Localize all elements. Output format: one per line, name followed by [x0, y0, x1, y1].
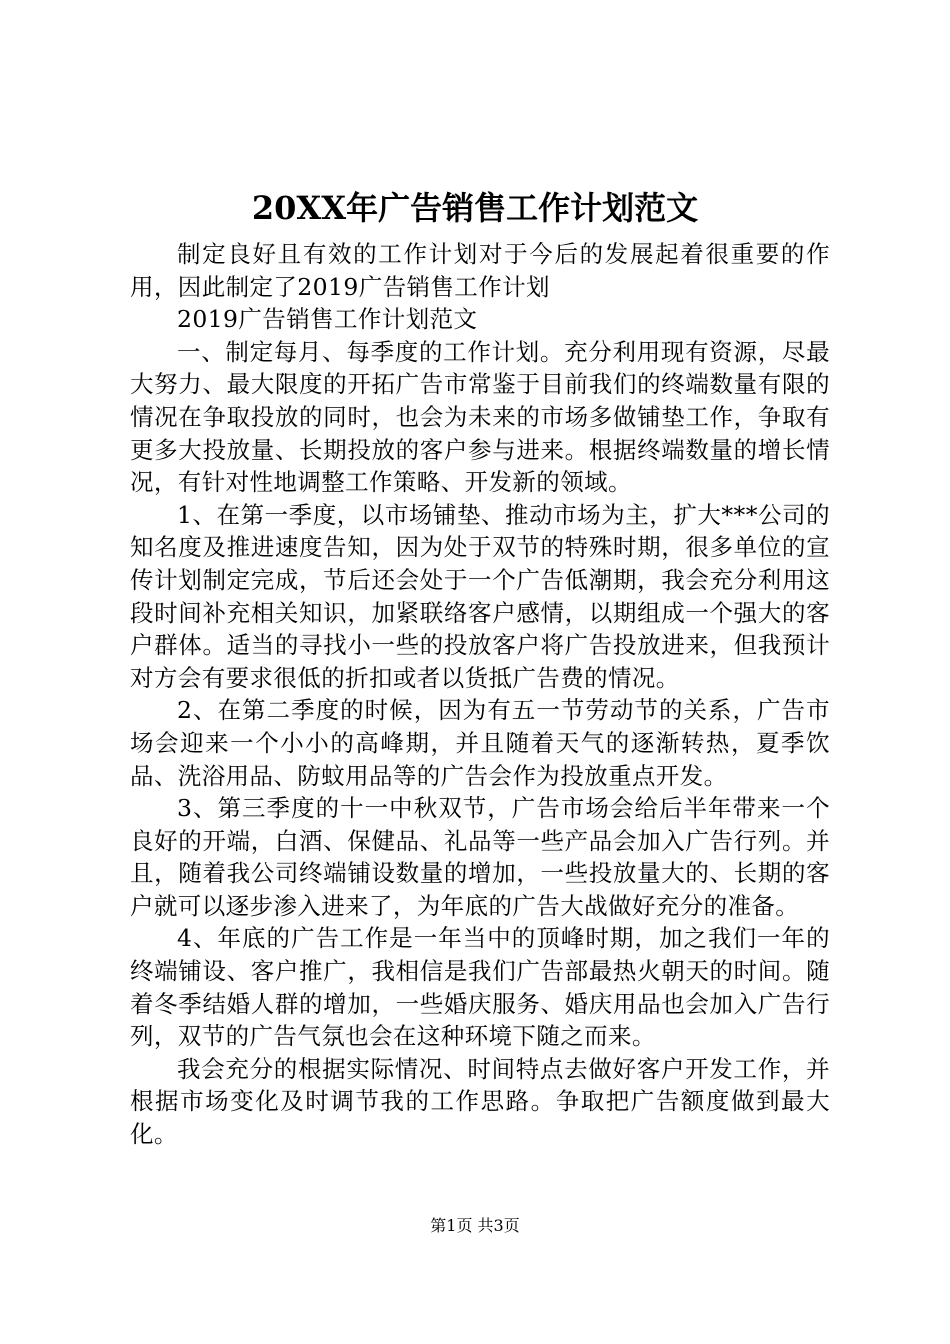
- section-one-paragraph: 一、制定每月、每季度的工作计划。充分利用现有资源，尽最大努力、最大限度的开拓广告市常鉴于目前我们的终端数量有限的情况在争取投放的同时，也会为未来的市场多做铺垫工作，争取有更多大投放量、长期投放的客户参与进来。根据终端数量的增长情况，有针对性地调整工作策略、开发新的领域。: [130, 337, 830, 497]
- quarter-two-paragraph: 2、在第二季度的时候，因为有五一节劳动节的关系，广告市场会迎来一个小小的高峰期，并且随着天气的逐渐转热，夏季饮品、洗浴用品、防蚊用品等的广告会作为投放重点开发。: [130, 696, 830, 790]
- document-body: [130, 238, 830, 1151]
- quarter-four-paragraph: 4、年底的广告工作是一年当中的顶峰时期，加之我们一年的终端铺设、客户推广，我相信是我们广告部最热火朝天的时间。随着冬季结婚人群的增加，一些婚庆服务、婚庆用品也会加入广告行列，双节的广告气氛也会在这种环境下随之而来。: [130, 924, 830, 1051]
- quarter-three-paragraph: 3、第三季度的十一中秋双节，广告市场会给后半年带来一个良好的开端，白酒、保健品、礼品等一些产品会加入广告行列。并且，随着我公司终端铺设数量的增加，一些投放量大的、长期的客户就可以逐步渗入进来了，为年底的广告大战做好充分的准备。: [130, 794, 830, 920]
- intro-paragraph: 制定良好且有效的工作计划对于今后的发展起着很重要的作用，因此制定了2019广告销售工作计划: [130, 240, 830, 301]
- subtitle-paragraph: 2019广告销售工作计划范文: [177, 305, 478, 334]
- page-number-footer: 第1页 共3页: [430, 1216, 520, 1235]
- document-title: 20XX年广告销售工作计划范文: [251, 189, 699, 227]
- quarter-one-paragraph: 1、在第一季度，以市场铺垫、推动市场为主，扩大***公司的知名度及推进速度告知，因为处于双节的特殊时期，很多单位的宣传计划制定完成，节后还会处于一个广告低潮期，我会充分利用这段时间补充相关知识，加紧联络客户感情，以期组成一个强大的客户群体。适当的寻找小一些的投放客户将广告投放进来，但我预计对方会有要求很低的折扣或者以货抵广告费的情况。: [130, 500, 830, 692]
- closing-paragraph: 我会充分的根据实际情况、时间特点去做好客户开发工作，并根据市场变化及时调节我的工作思路。争取把广告额度做到最大化。: [130, 1054, 830, 1149]
